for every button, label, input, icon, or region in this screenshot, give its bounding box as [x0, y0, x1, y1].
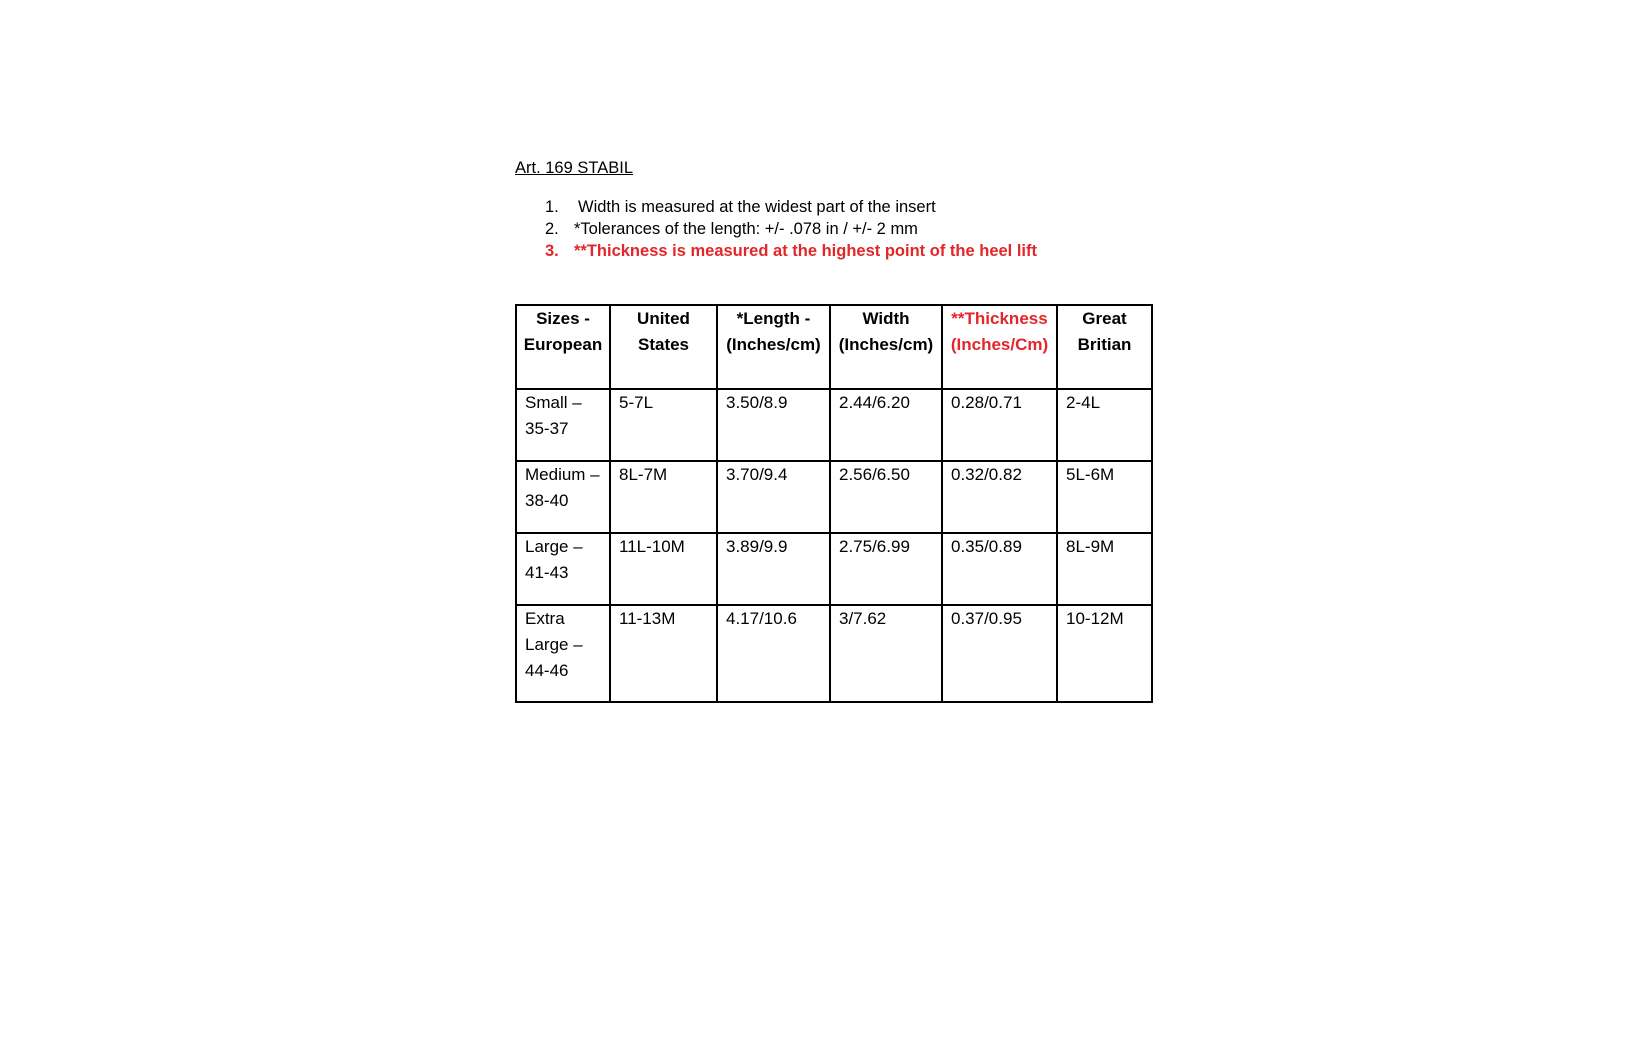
cell-text: 0.37/0.95 — [951, 609, 1022, 628]
table-cell — [516, 389, 610, 461]
table-cell — [717, 389, 830, 461]
cell-text: 3.70/9.4 — [726, 465, 788, 484]
header-line: *Length - — [736, 309, 811, 328]
table-cell — [717, 533, 830, 605]
table-cell — [516, 533, 610, 605]
note-number: 1. — [545, 198, 559, 216]
cell-text: 0.32/0.82 — [951, 465, 1022, 484]
table-row — [516, 389, 1152, 461]
header-line: Great — [1082, 309, 1127, 328]
note-item — [545, 240, 1037, 262]
table-cell — [610, 605, 717, 702]
document-title: Art. 169 STABIL — [515, 159, 633, 177]
table-cell — [830, 605, 942, 702]
header-line: **Thickness — [951, 309, 1048, 328]
header-line: Britian — [1077, 335, 1132, 354]
table-cell — [516, 461, 610, 533]
table-cell — [942, 461, 1057, 533]
cell-text: 0.35/0.89 — [951, 537, 1022, 556]
cell-text: Small – 35-37 — [525, 393, 582, 438]
cell-text: Extra Large – 44-46 — [525, 609, 583, 680]
table-cell — [610, 533, 717, 605]
table-cell — [610, 389, 717, 461]
cell-text: Large – 41-43 — [525, 537, 583, 582]
note-item — [545, 218, 1037, 240]
cell-text: 2.75/6.99 — [839, 537, 910, 556]
table-cell — [516, 605, 610, 702]
note-item — [545, 196, 1037, 218]
note-text: Width is measured at the widest part of the insert — [578, 198, 936, 216]
cell-text: 3.89/9.9 — [726, 537, 788, 556]
table-cell — [1057, 389, 1152, 461]
column-header — [830, 305, 942, 389]
table-cell — [1057, 461, 1152, 533]
table-cell — [830, 533, 942, 605]
cell-text: 3/7.62 — [839, 609, 887, 628]
column-header — [942, 305, 1057, 389]
cell-text: 2.56/6.50 — [839, 465, 910, 484]
cell-text: 5L-6M — [1066, 465, 1115, 484]
table-cell — [1057, 533, 1152, 605]
cell-text: 3.50/8.9 — [726, 393, 788, 412]
table-header-row — [516, 305, 1152, 389]
header-line: Sizes - — [536, 309, 590, 328]
table-cell — [610, 461, 717, 533]
column-header — [610, 305, 717, 389]
cell-text: 8L-9M — [1066, 537, 1115, 556]
header-line: United — [637, 309, 690, 328]
table-row — [516, 533, 1152, 605]
header-line: (Inches/cm) — [726, 335, 821, 354]
cell-text: 2-4L — [1066, 393, 1101, 412]
table-row — [516, 605, 1152, 702]
table-cell — [717, 461, 830, 533]
cell-text: 11-13M — [619, 609, 676, 628]
cell-text: 2.44/6.20 — [839, 393, 910, 412]
note-number: 3. — [545, 242, 559, 260]
table-cell — [1057, 605, 1152, 702]
column-header — [516, 305, 610, 389]
header-line: European — [523, 335, 603, 354]
cell-text: 0.28/0.71 — [951, 393, 1022, 412]
size-table — [515, 304, 1153, 703]
table-cell — [830, 461, 942, 533]
header-line: States — [637, 335, 690, 354]
table-cell — [942, 533, 1057, 605]
cell-text: 4.17/10.6 — [726, 609, 797, 628]
column-header — [1057, 305, 1152, 389]
table-cell — [830, 389, 942, 461]
header-line: (Inches/Cm) — [950, 335, 1049, 354]
table-cell — [717, 605, 830, 702]
cell-text: 10-12M — [1066, 609, 1124, 628]
cell-text: Medium – 38-40 — [525, 465, 600, 510]
column-header — [717, 305, 830, 389]
note-text: **Thickness is measured at the highest point of the heel lift — [574, 242, 1038, 260]
header-line: Width — [862, 309, 910, 328]
header-line: (Inches/cm) — [838, 335, 934, 354]
cell-text: 11L-10M — [619, 537, 685, 556]
notes-list — [545, 196, 1037, 262]
cell-text: 8L-7M — [619, 465, 668, 484]
note-text: *Tolerances of the length: +/- .078 in / +/- 2 mm — [574, 220, 918, 238]
note-number: 2. — [545, 220, 559, 238]
cell-text: 5-7L — [619, 393, 654, 412]
table-row — [516, 461, 1152, 533]
table-cell — [942, 605, 1057, 702]
table-cell — [942, 389, 1057, 461]
